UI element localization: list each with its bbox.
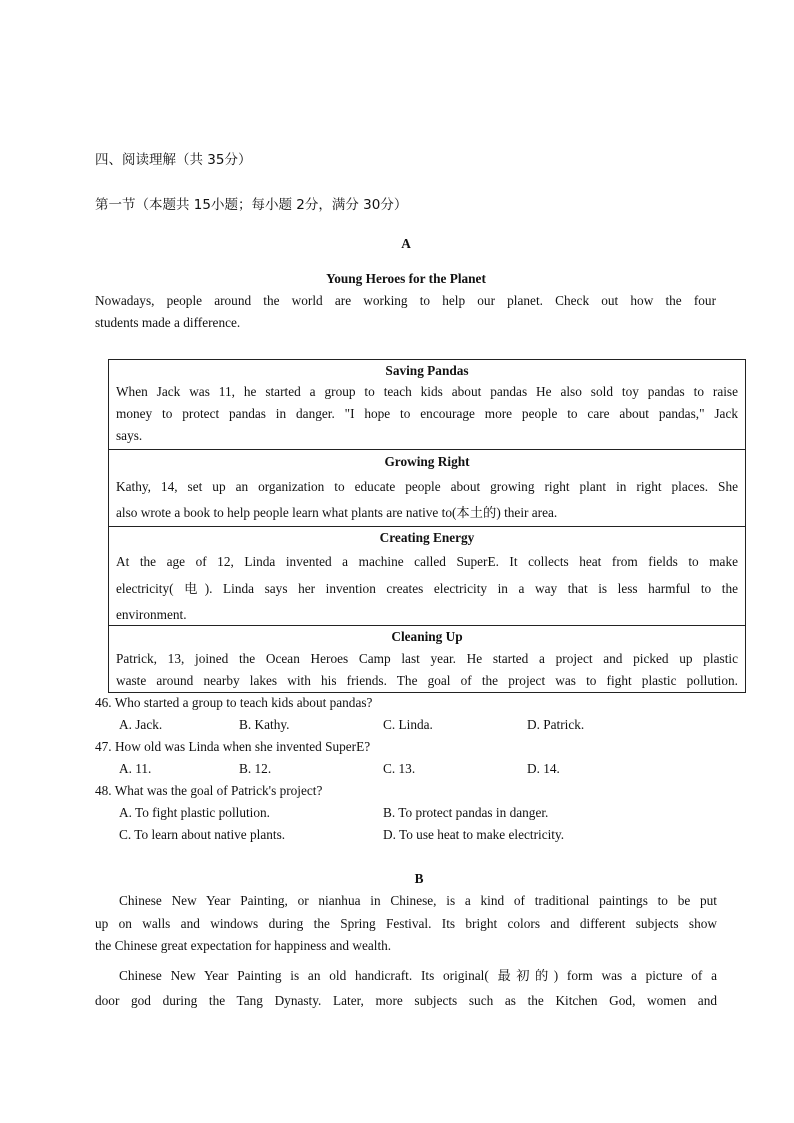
card-text-line: waste around nearby lakes with his friends. The goal of the project was to fight plastic pollution. [116, 673, 738, 688]
card-text-line: environment. [116, 607, 187, 622]
card-text-line: says. [116, 428, 143, 443]
passage-a-title: Young Heroes for the Planet [326, 271, 486, 286]
card-saving-pandas [109, 360, 745, 450]
question-47-option-a[interactable]: A. 11. [119, 761, 152, 776]
question-46-option-d[interactable]: D. Patrick. [527, 717, 585, 732]
question-46-stem: 46. Who started a group to teach kids about pandas? [95, 695, 373, 710]
question-46-option-b[interactable]: B. Kathy. [239, 717, 290, 732]
question-48-option-d[interactable]: D. To use heat to make electricity. [383, 827, 565, 842]
passage-b-p2-line2: door god during the Tang Dynasty. Later, more subjects such as the Kitchen God, women and [95, 993, 717, 1008]
question-48-stem: 48. What was the goal of Patrick's project? [95, 783, 323, 798]
question-48-option-c[interactable]: C. To learn about native plants. [119, 827, 286, 842]
card-title: Growing Right [384, 454, 470, 469]
passage-a-label: A [401, 236, 411, 251]
question-47-option-d[interactable]: D. 14. [527, 761, 560, 776]
card-text-line: Kathy, 14, set up an organization to educate people about growing right plant in right places. She [116, 479, 738, 494]
question-48-option-b[interactable]: B. To protect pandas in danger. [383, 805, 549, 820]
section-heading: 四、阅读理解（共 35分） [95, 152, 252, 168]
card-text-line: When Jack was 11, he started a group to teach kids about pandas He also sold toy pandas to raise [116, 384, 738, 399]
question-48-option-a[interactable]: A. To fight plastic pollution. [119, 805, 270, 820]
passage-a-intro-line2: students made a difference. [95, 315, 241, 330]
question-46-option-c[interactable]: C. Linda. [383, 717, 433, 732]
card-text-line: money to protect pandas in danger. "I hope to encourage more people to care about pandas," Jack [116, 406, 738, 421]
passage-b-p1-line3: the Chinese great expectation for happiness and wealth. [95, 938, 392, 953]
card-text-line: also wrote a book to help people learn what plants are native to(本土的) their area. [116, 505, 558, 520]
question-47-option-b[interactable]: B. 12. [239, 761, 272, 776]
passage-b-p1-line1: Chinese New Year Painting, or nianhua in Chinese, is a kind of traditional paintings to be put [119, 893, 717, 908]
passage-b-label: B [414, 871, 424, 886]
card-title: Creating Energy [379, 530, 475, 545]
passage-a-intro-line1: Nowadays, people around the world are working to help our planet. Check out how the four [95, 293, 716, 308]
card-title: Cleaning Up [391, 629, 463, 644]
passage-b-p1-line2: up on walls and windows during the Spring Festival. Its bright colors and different subjects show [95, 916, 717, 931]
section-subheading: 第一节（本题共 15小题；每小题 2分，满分 30分） [95, 197, 408, 213]
card-creating-energy [109, 527, 745, 626]
heroes-table [108, 359, 746, 693]
question-46-option-a[interactable]: A. Jack. [119, 717, 163, 732]
card-text-line: Patrick, 13, joined the Ocean Heroes Camp last year. He started a project and picked up plastic [116, 651, 738, 666]
card-growing-right [109, 450, 745, 527]
card-cleaning-up [109, 626, 745, 692]
card-text-line: electricity( 电). Linda says her invention creates electricity in a way that is less harmful to the [116, 581, 738, 596]
card-text-line: At the age of 12, Linda invented a machine called SuperE. It collects heat from fields to make [116, 554, 738, 569]
question-47-option-c[interactable]: C. 13. [383, 761, 416, 776]
passage-b-p2-line1: Chinese New Year Painting is an old handicraft. Its original( 最初的) form was a picture of a [119, 968, 717, 983]
card-title: Saving Pandas [385, 363, 469, 378]
question-47-stem: 47. How old was Linda when she invented SuperE? [95, 739, 371, 754]
